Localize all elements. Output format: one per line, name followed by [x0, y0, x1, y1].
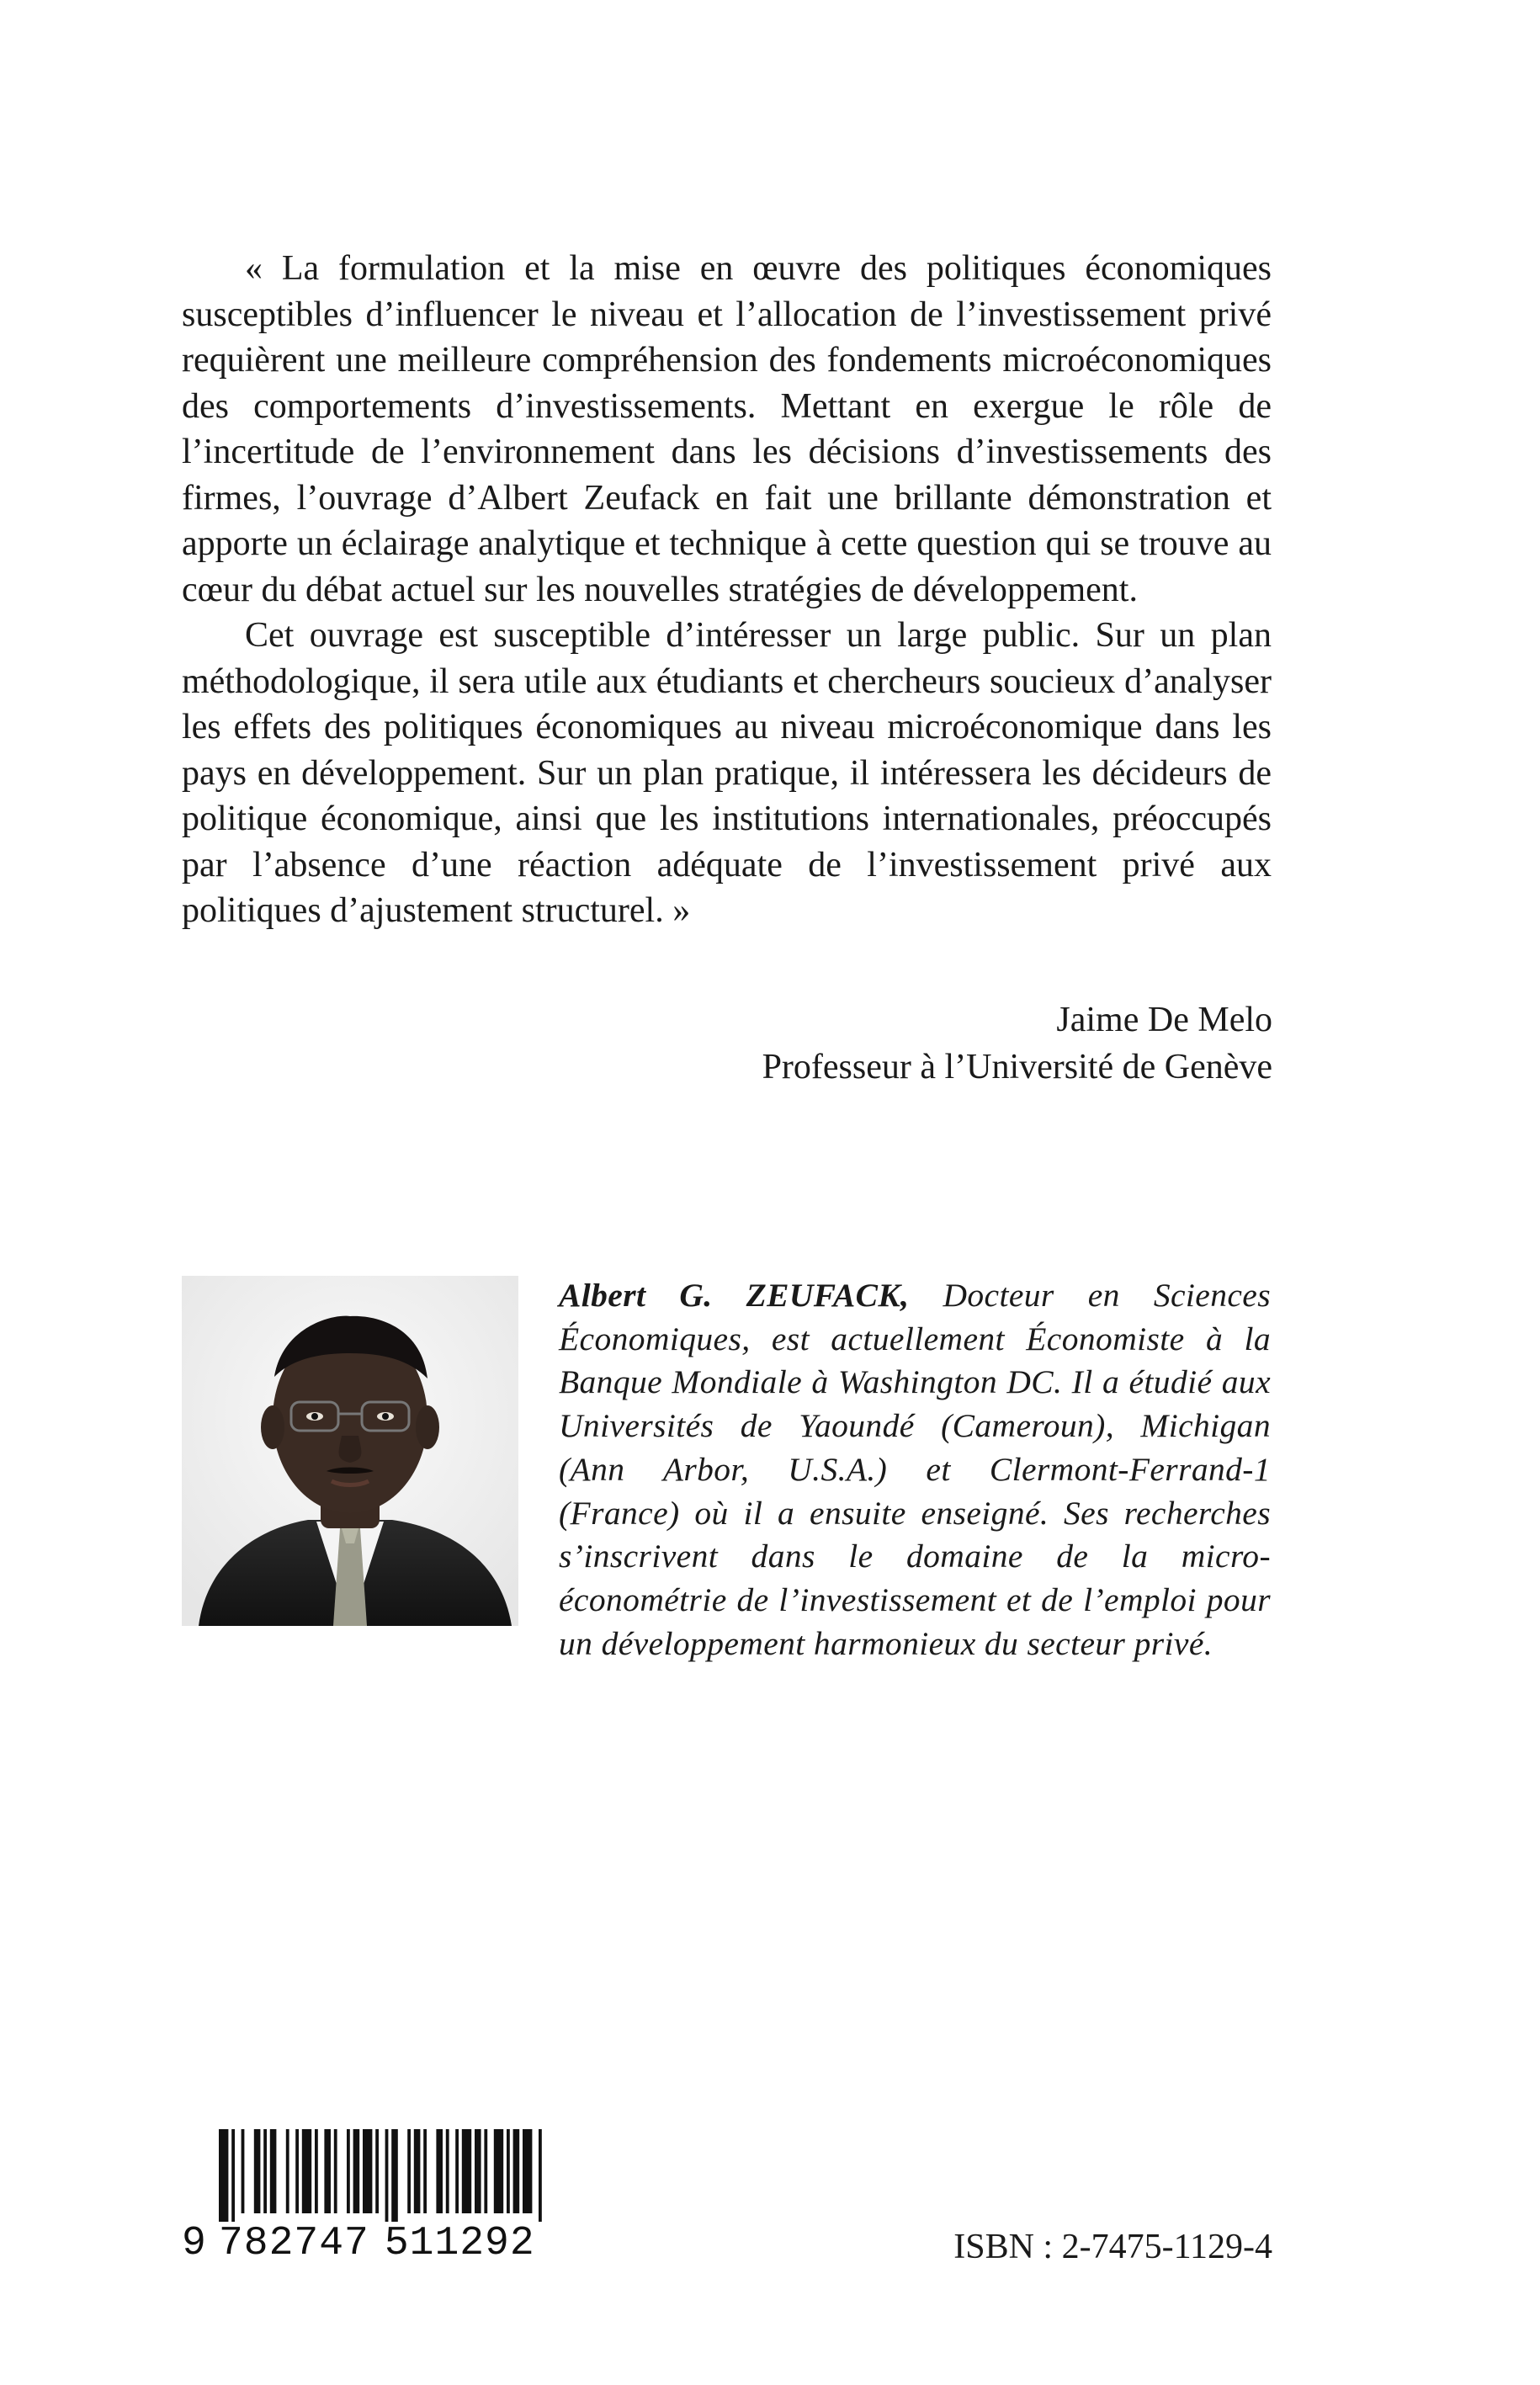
bio-text: Docteur en Sciences Économiques, est actuellement Économiste à la Banque Mondiale à Washington DC. Il a étudié aux Universités de Yaoundé (Cameroun), Michigan (Ann Arbor, U.S.A.) et Clermont-Ferrand-1 (France) où il a ensuite enseigné. Ses recherches s’inscrivent dans le domaine de la micro-économétrie de l’investissement et de l’emploi pour un développement harmonieux du secteur privé. [559, 1277, 1271, 1662]
barcode-bar [484, 2129, 487, 2213]
author-bio [559, 1274, 1271, 1665]
barcode-group-2: 511292 [384, 2221, 535, 2266]
barcode-bar [315, 2129, 318, 2213]
barcode-bar [385, 2129, 389, 2222]
barcode-bar [475, 2129, 481, 2213]
barcode-bar [446, 2129, 449, 2213]
attribution-title: Professeur à l’Université de Genève [762, 1048, 1272, 1086]
bio-author-name: Albert G. ZEUFACK, [559, 1277, 910, 1314]
barcode-lead-digit: 9 [182, 2221, 207, 2266]
barcode-bar [462, 2129, 471, 2213]
barcode-bar [242, 2129, 245, 2213]
barcode-bar [436, 2129, 443, 2213]
barcode-bar [219, 2129, 228, 2222]
quote-attribution [762, 996, 1272, 1091]
barcode-bar [270, 2129, 277, 2213]
barcode-bar [407, 2129, 411, 2213]
quote-paragraph-2: Cet ouvrage est susceptible d’intéresser un large public. Sur un plan méthodologique, il sera utile aux étudiants et chercheurs soucieux d’analyser les effets des politiques économiques au niveau microéconomique dans les pays en développement. Sur un plan pratique, il intéressera les décideurs de politique économique, ainsi que les institutions internationales, préoccupés par l’absence d’une réaction adéquate de l’investissement privé aux politiques d’ajustement structurel. » [182, 616, 1272, 930]
barcode-bar [353, 2129, 360, 2213]
barcode-bar [263, 2129, 267, 2213]
barcode-bar [513, 2129, 520, 2213]
quote-paragraph-1: « La formulation et la mise en œuvre des politiques économiques susceptibles d’influencer le niveau et l’allocation de l’investissement privé requièrent une meilleure compréhension des fondements microéconomiques des comportements d’investissements. Mettant en exergue le rôle de l’incertitude de l’environnement dans les décisions d’investissements des firmes, l’ouvrage d’Albert Zeufack en fait une brillante démonstration et apporte un éclairage analytique et technique à cette question qui se trouve au cœur du débat actuel sur les nouvelles stratégies de développement. [182, 249, 1272, 609]
barcode-bar [507, 2129, 510, 2213]
barcode-bar [539, 2129, 542, 2222]
barcode-bar [523, 2129, 532, 2213]
barcode-bar [286, 2129, 289, 2213]
barcode-bar [302, 2129, 311, 2213]
barcode-bar [231, 2129, 235, 2222]
barcode [182, 2129, 577, 2222]
barcode-bar [375, 2129, 379, 2213]
barcode-digits [182, 2222, 535, 2265]
isbn-label: ISBN : 2-7475-1129-4 [953, 2228, 1272, 2266]
barcode-group-1: 782747 [219, 2221, 369, 2266]
barcode-bar [494, 2129, 503, 2213]
author-photo [182, 1276, 518, 1626]
barcode-bar [254, 2129, 261, 2213]
barcode-bar [423, 2129, 427, 2213]
barcode-bar [455, 2129, 459, 2213]
attribution-name: Jaime De Melo [1056, 1001, 1272, 1039]
barcode-bar [334, 2129, 337, 2213]
barcode-bar [391, 2129, 398, 2222]
barcode-bar [414, 2129, 421, 2213]
barcode-bar [347, 2129, 350, 2213]
barcode-bar [363, 2129, 372, 2213]
quote-block [182, 246, 1272, 934]
barcode-bar [324, 2129, 331, 2213]
barcode-bar [295, 2129, 299, 2213]
